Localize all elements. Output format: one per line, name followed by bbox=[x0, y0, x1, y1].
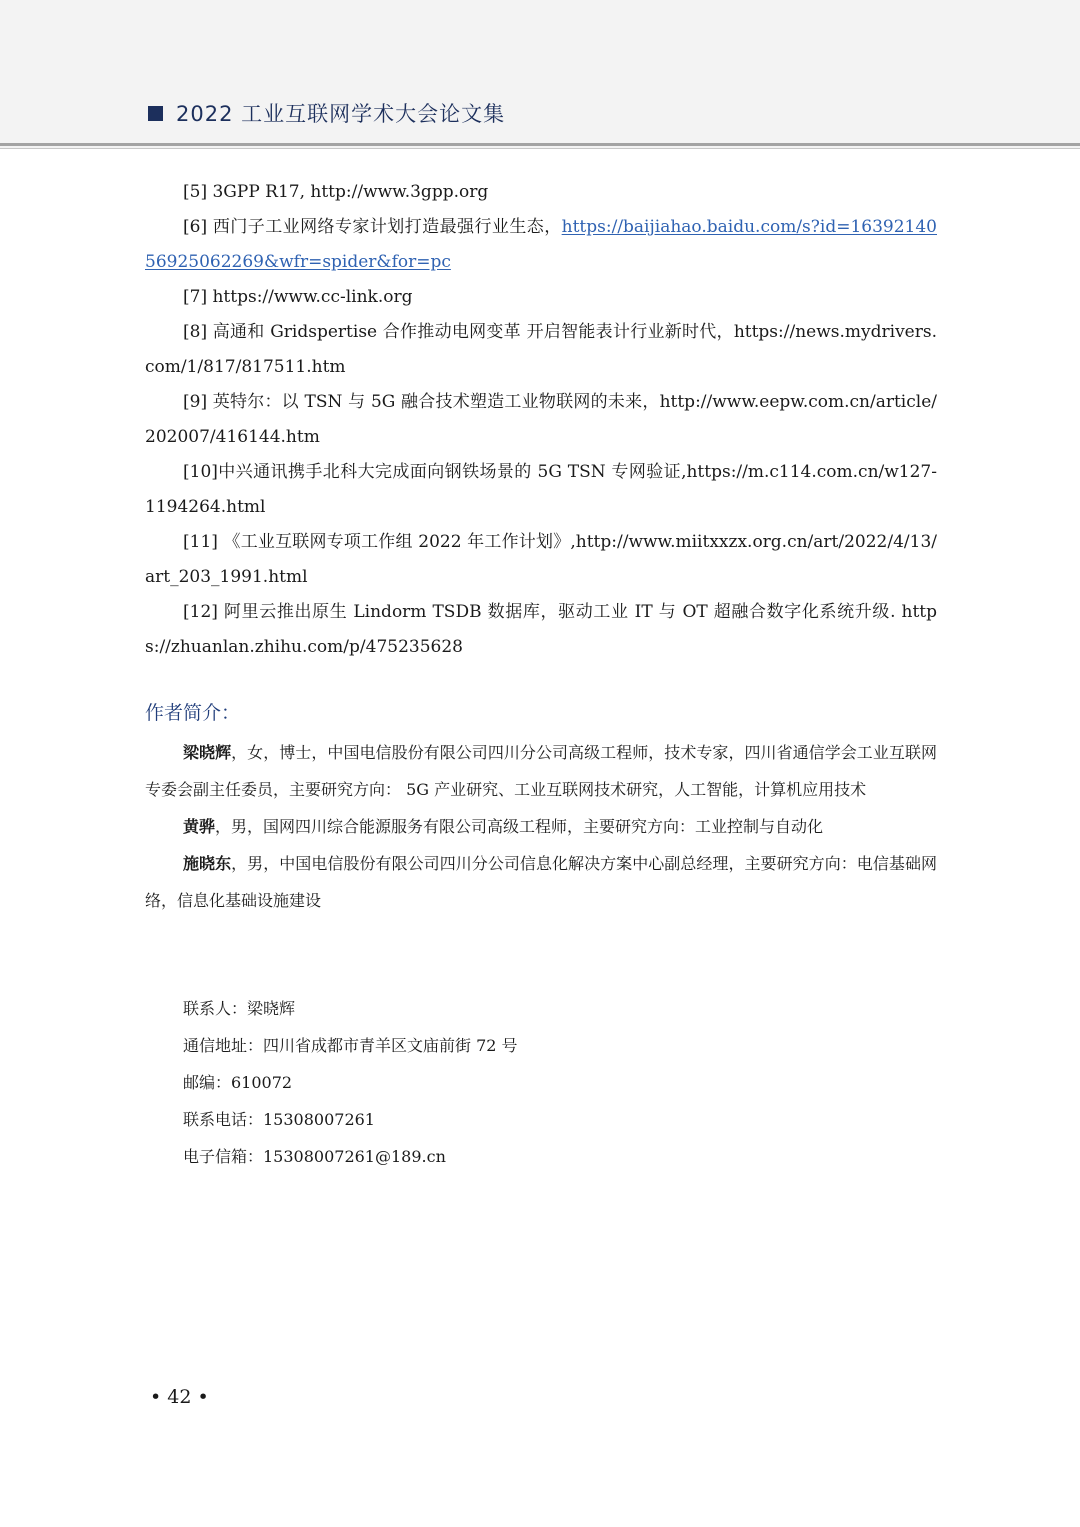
page-number: • 42 • bbox=[150, 1386, 209, 1408]
reference-item-7 bbox=[145, 280, 937, 315]
author-bio bbox=[145, 845, 937, 919]
reference-text: [6] 西门子工业网络专家计划打造最强行业生态， bbox=[183, 217, 562, 237]
reference-link[interactable]: https://baijiahao.baidu.com/s?id=1639214056925062269&wfr=spider&for=pc bbox=[145, 217, 937, 272]
author-section-title: 作者简介： bbox=[145, 702, 241, 724]
reference-item-11 bbox=[145, 525, 937, 595]
author-description: ，男，中国电信股份有限公司四川分公司信息化解决方案中心副总经理，主要研究方向：电信基础网络，信息化基础设施建设 bbox=[145, 854, 937, 910]
contact-email: 电子信箱：15308007261@189.cn bbox=[183, 1147, 446, 1166]
reference-item-5 bbox=[145, 175, 937, 210]
contact-address: 通信地址：四川省成都市青羊区文庙前街 72 号 bbox=[183, 1036, 518, 1055]
reference-item-10 bbox=[145, 455, 937, 525]
reference-text: [11] 《工业互联网专项工作组 2022 年工作计划》,http://www.miitxxzx.org.cn/art/2022/4/13/art_203_1991.html bbox=[145, 532, 937, 587]
contact-person: 联系人：梁晓辉 bbox=[183, 999, 296, 1018]
reference-item-8 bbox=[145, 315, 937, 385]
contact-info bbox=[183, 990, 518, 1175]
reference-text: [5] 3GPP R17, http://www.3gpp.org bbox=[183, 182, 489, 202]
reference-text: [12] 阿里云推出原生 Lindorm TSDB 数据库，驱动工业 IT 与 OT 超融合数字化系统升级. https://zhuanlan.zhihu.com/p/475235628 bbox=[145, 602, 937, 657]
reference-text: [10]中兴通讯携手北科大完成面向钢铁场景的 5G TSN 专网验证,https://m.c114.com.cn/w127-1194264.html bbox=[145, 462, 937, 517]
header-divider bbox=[0, 143, 1080, 146]
contact-postcode: 邮编：610072 bbox=[183, 1073, 293, 1092]
contact-phone: 联系电话：15308007261 bbox=[183, 1110, 375, 1129]
author-bio bbox=[145, 808, 937, 845]
author-name: 施晓东 bbox=[183, 854, 232, 873]
author-name: 梁晓辉 bbox=[183, 743, 232, 762]
reference-item-12 bbox=[145, 595, 937, 665]
author-description: ，女，博士，中国电信股份有限公司四川分公司高级工程师，技术专家，四川省通信学会工业互联网专委会副主任委员，主要研究方向： 5G 产业研究、工业互联网技术研究，人工智能，计算机应用技术 bbox=[145, 743, 937, 799]
author-description: ，男，国网四川综合能源服务有限公司高级工程师，主要研究方向：工业控制与自动化 bbox=[215, 817, 824, 836]
reference-text: [8] 高通和 Gridspertise 合作推动电网变革 开启智能表计行业新时代，https://news.mydrivers.com/1/817/817511.htm bbox=[145, 322, 937, 377]
reference-text: [7] https://www.cc-link.org bbox=[183, 287, 413, 307]
journal-title: 2022 工业互联网学术大会论文集 bbox=[176, 102, 506, 126]
reference-list bbox=[145, 175, 937, 665]
header-marker-icon bbox=[148, 106, 163, 121]
running-header bbox=[0, 0, 1080, 148]
author-bios bbox=[145, 734, 937, 919]
reference-item-9 bbox=[145, 385, 937, 455]
author-name: 黄骅 bbox=[183, 817, 216, 836]
reference-text: [9] 英特尔：以 TSN 与 5G 融合技术塑造工业物联网的未来，http://www.eepw.com.cn/article/202007/416144.htm bbox=[145, 392, 937, 447]
author-bio bbox=[145, 734, 937, 808]
header-divider-thin bbox=[0, 148, 1080, 149]
reference-item-6 bbox=[145, 210, 937, 280]
